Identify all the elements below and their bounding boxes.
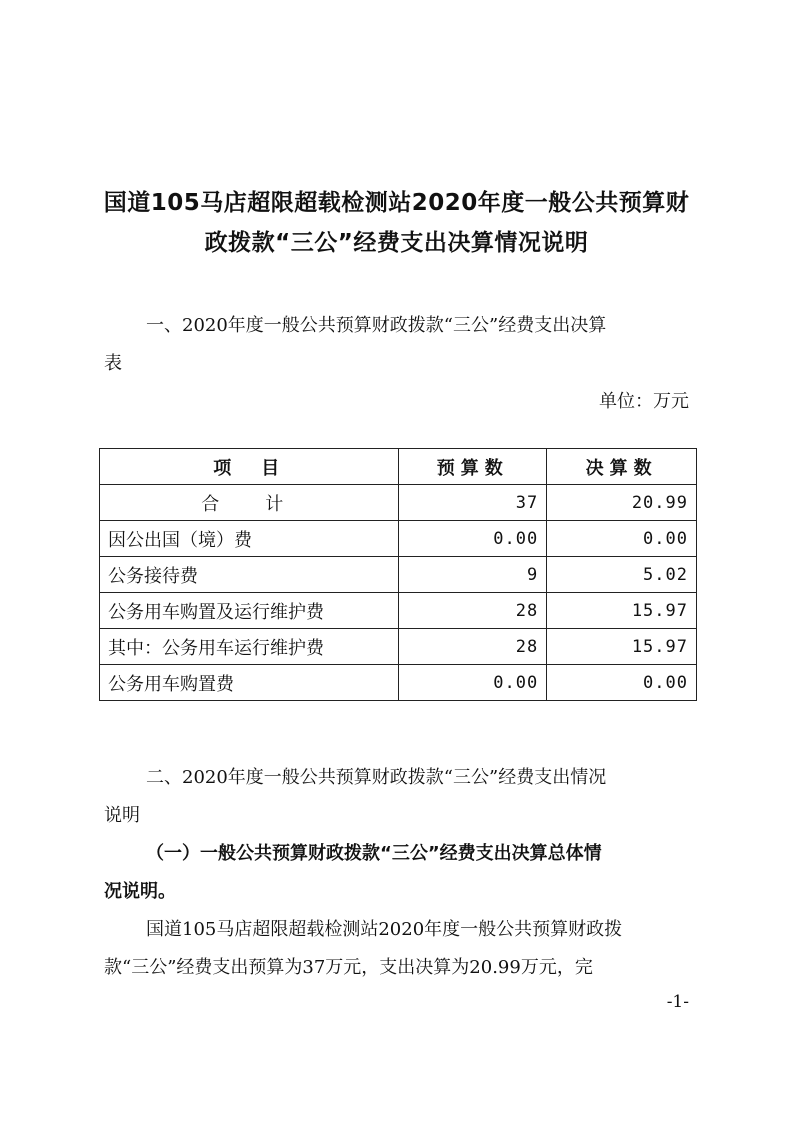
body-paragraph-line-1: 国道105马店超限超载检测站2020年度一般公共预算财政拨 (146, 919, 623, 940)
table-row (100, 557, 697, 593)
document-title-line-1: 国道105马店超限超载检测站2020年度一般公共预算财 (103, 190, 690, 216)
row-item-total: 合 计 (100, 485, 399, 521)
row-budget-total: 37 (399, 485, 547, 521)
section-1-heading-continued: 表 (104, 353, 122, 374)
row-actual-reception: 5.02 (547, 557, 697, 593)
table-row (100, 629, 697, 665)
row-item-vehicles: 公务用车购置及运行维护费 (100, 593, 399, 629)
row-actual-vehicle-purchase: 0.00 (547, 665, 697, 701)
row-item-vehicle-maintenance: 其中：公务用车运行维护费 (100, 629, 399, 665)
row-item-overseas-travel: 因公出国（境）费 (100, 521, 399, 557)
row-actual-total: 20.99 (547, 485, 697, 521)
row-budget-vehicles: 28 (399, 593, 547, 629)
row-actual-overseas-travel: 0.00 (547, 521, 697, 557)
section-1-heading: 一、2020年度一般公共预算财政拨款“三公”经费支出决算 (146, 315, 607, 336)
three-public-expenses-table (99, 448, 697, 701)
row-item-reception: 公务接待费 (100, 557, 399, 593)
subsection-1-heading-continued: 况说明。 (104, 881, 176, 902)
document-title-line-2: 政拨款“三公”经费支出决算情况说明 (204, 230, 589, 256)
table-row (100, 485, 697, 521)
row-budget-overseas-travel: 0.00 (399, 521, 547, 557)
row-budget-reception: 9 (399, 557, 547, 593)
unit-label: 单位：万元 (599, 391, 689, 412)
table-row (100, 521, 697, 557)
table-header-row (100, 449, 697, 485)
row-budget-vehicle-purchase: 0.00 (399, 665, 547, 701)
header-actual: 决算数 (547, 449, 697, 485)
page-number: -1- (666, 992, 689, 1012)
section-2-heading: 二、2020年度一般公共预算财政拨款“三公”经费支出情况 (146, 767, 607, 788)
table-row (100, 593, 697, 629)
header-item: 项 目 (100, 449, 399, 485)
section-2-heading-continued: 说明 (104, 805, 140, 826)
row-actual-vehicles: 15.97 (547, 593, 697, 629)
row-item-vehicle-purchase: 公务用车购置费 (100, 665, 399, 701)
table-row (100, 665, 697, 701)
row-budget-vehicle-maintenance: 28 (399, 629, 547, 665)
row-actual-vehicle-maintenance: 15.97 (547, 629, 697, 665)
body-paragraph-line-2: 款“三公”经费支出预算为37万元，支出决算为20.99万元，完 (104, 957, 593, 978)
header-budget: 预算数 (399, 449, 547, 485)
subsection-1-heading: （一）一般公共预算财政拨款“三公”经费支出决算总体情 (146, 843, 602, 864)
